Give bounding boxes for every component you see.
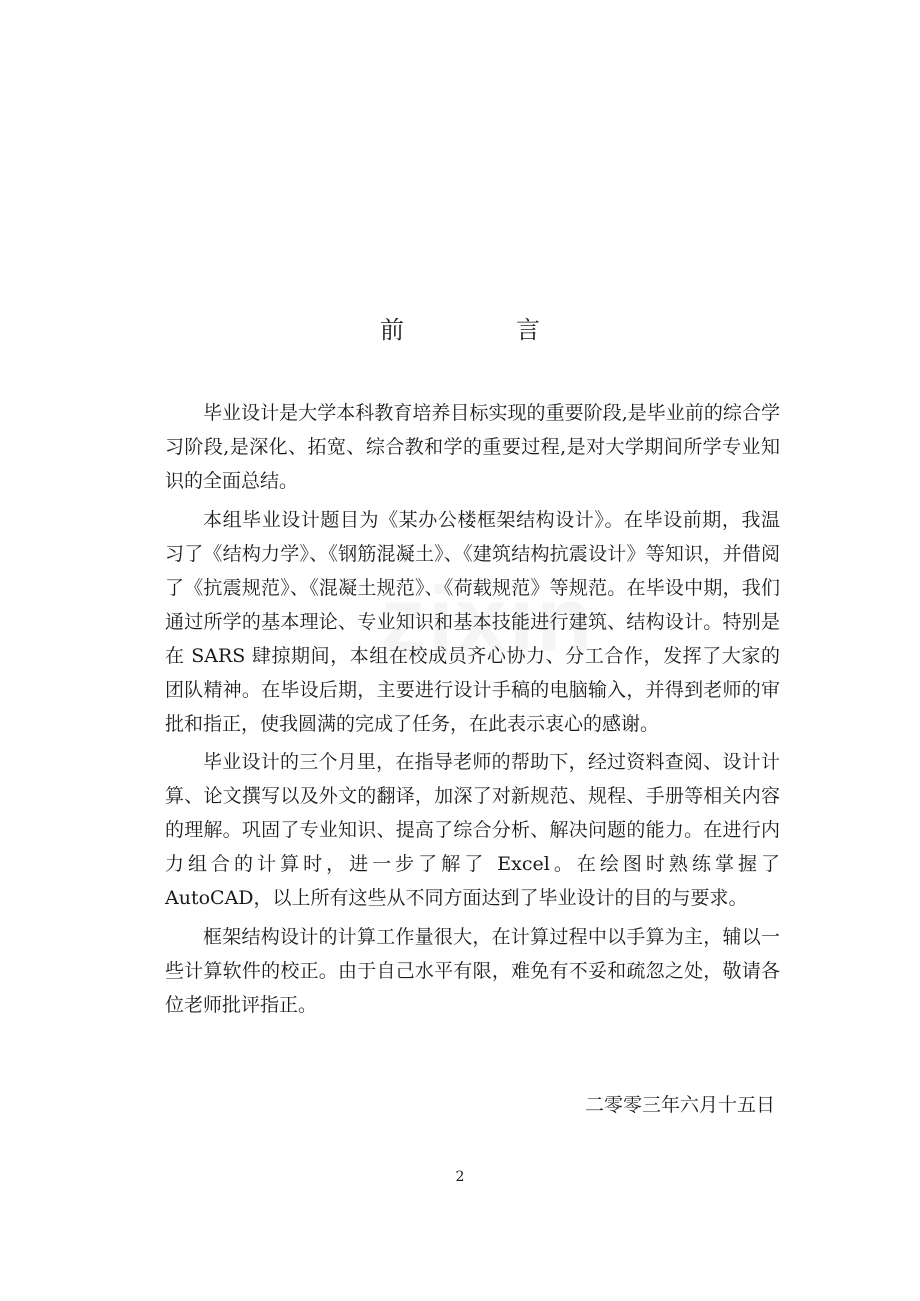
paragraph: 毕业设计的三个月里，在指导老师的帮助下，经过资料查阅、设计计算、论文撰写以及外文的翻译，加深了对新规范、规程、手册等相关内容的理解。巩固了专业知识、提高了综合分析、解决问题的能力。在进行内力组合的计算时，进一步了解了 Excel。在绘图时熟练掌握了 AutoCAD，以上所有这些从不同方面达到了毕业设计的目的与要求。 [165,751,780,909]
page-title: 前 言 [380,316,584,344]
paragraph: 毕业设计是大学本科教育培养目标实现的重要阶段,是毕业前的综合学习阶段,是深化、拓宽、综合教和学的重要过程,是对大学期间所学专业知识的全面总结。 [165,402,780,492]
preface-body [165,396,780,1026]
paragraph: 本组毕业设计题目为《某办公楼框架结构设计》。在毕设前期，我温习了《结构力学》、《钢筋混凝土》、《建筑结构抗震设计》等知识，并借阅了《抗震规范》、《混凝土规范》、《荷载规范》等规范。在毕设中期，我们通过所学的基本理论、专业知识和基本技能进行建筑、结构设计。特别是在 SARS 肆掠期间，本组在校成员齐心协力、分工合作，发挥了大家的团队精神。在毕设后期，主要进行设计手稿的电脑输入，并得到老师的审批和指正，使我圆满的完成了任务，在此表示衷心的感谢。 [165,508,780,735]
page-number: 2 [455,1169,465,1185]
paragraph: 框架结构设计的计算工作量很大，在计算过程中以手算为主，辅以一些计算软件的校正。由于自己水平有限，难免有不妥和疏忽之处，敬请各位老师批评指正。 [165,925,780,1016]
signature-date: 二零零三年六月十五日 [584,1094,775,1116]
